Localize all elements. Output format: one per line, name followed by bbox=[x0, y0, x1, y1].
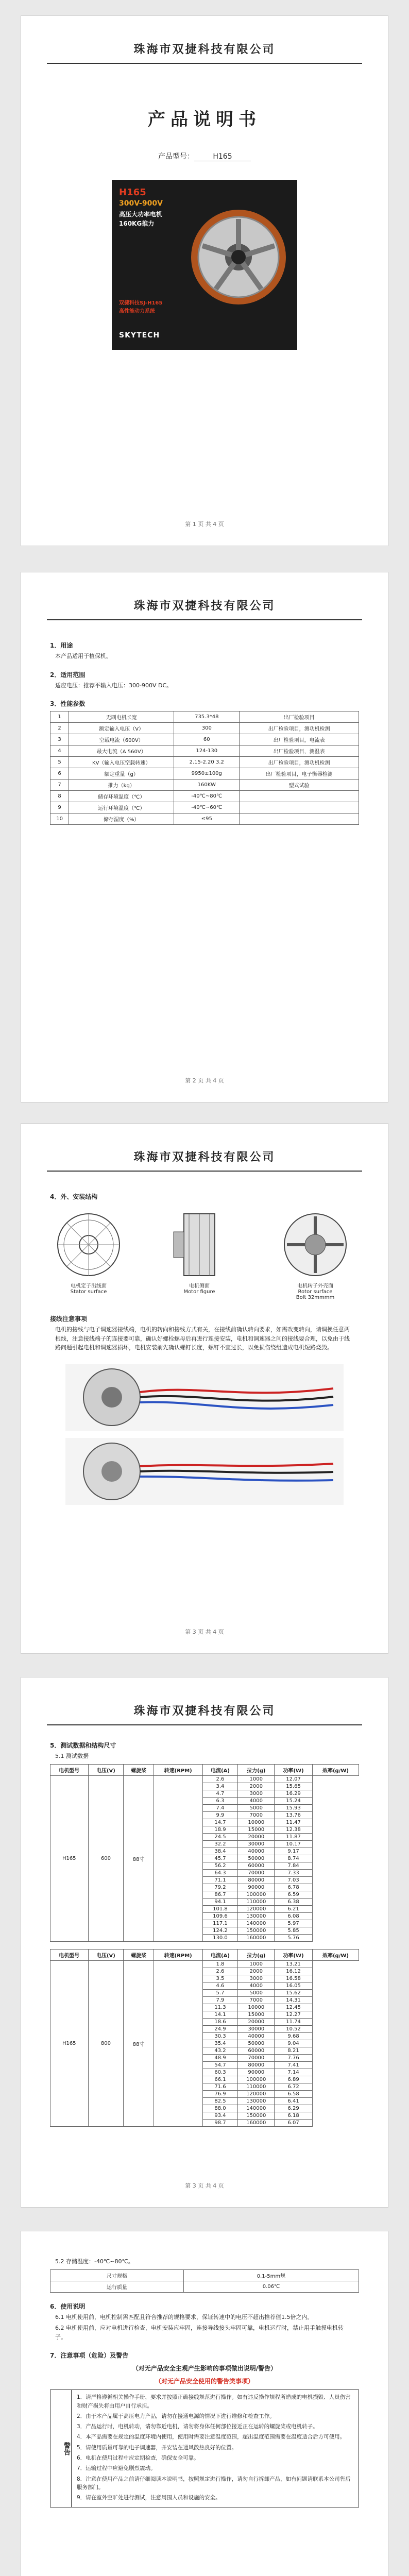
table-cell: 6.78 bbox=[275, 1884, 313, 1891]
table-cell: 50000 bbox=[238, 2040, 275, 2047]
product-system-line: 高性能动力系统 bbox=[119, 309, 155, 314]
table-cell: 60 bbox=[174, 734, 240, 745]
section-title: 7．注意事项（危险）及警告 bbox=[50, 2352, 129, 2360]
section-text: 6.1 电机使用前，电机控制需匹配且符合推荐的规格要求，保证转速中的电压不超出推荐值1.5倍之内。 bbox=[55, 2313, 313, 2320]
table-cell: 18.6 bbox=[202, 2018, 238, 2025]
table-cell: 109.6 bbox=[202, 1912, 238, 1920]
table-cell: 10 bbox=[50, 814, 69, 825]
table-cell: 64.3 bbox=[202, 1869, 238, 1876]
table-cell: 5.7 bbox=[202, 1989, 238, 1996]
table-cell: 1.8 bbox=[202, 1960, 238, 1968]
table-cell: 7.84 bbox=[275, 1862, 313, 1869]
warning-item: 9．请在室外空旷处进行测试，注意周围人员和设施的安全。 bbox=[77, 2495, 221, 2501]
column-header: 效率(g/W) bbox=[312, 1949, 359, 1960]
warning-subtitle: （对无产品安全使用的警告类事项） bbox=[155, 2378, 254, 2385]
section-title: 接线注意事项 bbox=[50, 1315, 88, 1323]
table-cell: 4000 bbox=[238, 1982, 275, 1989]
table-cell: 14.7 bbox=[202, 1819, 238, 1826]
table-cell: 9.9 bbox=[202, 1811, 238, 1819]
model-label: 产品型号： bbox=[158, 152, 194, 161]
caption-cn: 电机定子出线面 bbox=[71, 1283, 107, 1289]
table-cell: 54.7 bbox=[202, 2061, 238, 2069]
table-cell: 71.1 bbox=[202, 1876, 238, 1884]
document-title: 产品说明书 bbox=[148, 109, 261, 130]
merged-cell: 600 bbox=[88, 1775, 124, 1941]
page-footer: 第 3 页 共 4 页 bbox=[185, 1629, 224, 1635]
column-header: 转速(RPM) bbox=[154, 1764, 202, 1775]
table-cell: 5 bbox=[50, 757, 69, 768]
table-cell: 储存湿度（%） bbox=[69, 814, 174, 825]
table-cell: 4 bbox=[50, 745, 69, 757]
table-cell bbox=[240, 791, 359, 802]
merged-cell: 800 bbox=[88, 1960, 124, 2126]
table-cell: 32.2 bbox=[202, 1840, 238, 1848]
table-cell: 7.76 bbox=[275, 2054, 313, 2061]
column-header: 电压(V) bbox=[88, 1949, 124, 1960]
table-header-row bbox=[50, 1764, 359, 1775]
table-cell: 8.74 bbox=[275, 1855, 313, 1862]
table-row bbox=[50, 814, 359, 825]
table-header-row bbox=[50, 1949, 359, 1960]
table-cell: 4.6 bbox=[202, 1982, 238, 1989]
table-cell: 38.4 bbox=[202, 1848, 238, 1855]
table-cell: ≤95 bbox=[174, 814, 240, 825]
warning-item: 7．运输过程中应避免剧烈震动。 bbox=[77, 2465, 156, 2472]
merged-cell: 88寸 bbox=[124, 1775, 154, 1941]
table-cell: 8.21 bbox=[275, 2047, 313, 2054]
table-cell: 3 bbox=[50, 734, 69, 745]
product-voltage: 300V-900V bbox=[119, 199, 163, 208]
table-cell: 16.05 bbox=[275, 1982, 313, 1989]
page-5 bbox=[21, 2231, 388, 2576]
caption-cn: 电机侧面 bbox=[189, 1283, 210, 1289]
table-cell: 10.52 bbox=[275, 2025, 313, 2032]
caption-stator bbox=[50, 1281, 127, 1295]
table-row bbox=[50, 779, 359, 791]
table-cell: 82.5 bbox=[202, 2097, 238, 2105]
warning-item: 4．本产品需要在规定的温度环境内使用，使用时需要注意温度范围，超出温度范围需要在温度适合后方可使用。 bbox=[77, 2434, 346, 2441]
table-cell: 15.93 bbox=[275, 1804, 313, 1811]
table-row bbox=[50, 791, 359, 802]
table-cell: 76.9 bbox=[202, 2090, 238, 2097]
warning-title: （对无产品安全主观产生影响的事项做出说明/警告） bbox=[132, 2365, 277, 2372]
side-drawing bbox=[168, 1211, 230, 1278]
table-cell: 9 bbox=[50, 802, 69, 814]
section-title: 2．适用范围 bbox=[50, 671, 86, 679]
table-cell: 16.29 bbox=[275, 1790, 313, 1797]
column-header: 拉力(g) bbox=[238, 1764, 275, 1775]
table-cell: 12.27 bbox=[275, 2011, 313, 2018]
table-cell: 30000 bbox=[238, 2025, 275, 2032]
table-cell: 124-130 bbox=[174, 745, 240, 757]
table-cell: 2 bbox=[50, 723, 69, 734]
column-header: 电压(V) bbox=[88, 1764, 124, 1775]
table-cell: 5000 bbox=[238, 1804, 275, 1811]
column-header: 功率(W) bbox=[275, 1949, 313, 1960]
column-header: 电流(A) bbox=[202, 1764, 238, 1775]
table-row bbox=[50, 734, 359, 745]
warning-item: 5．请使用质量可靠的电子调速器，并安装在通风散热良好的位置。 bbox=[77, 2444, 237, 2451]
table-cell: 8 bbox=[50, 791, 69, 802]
table-cell: 10000 bbox=[238, 2004, 275, 2011]
table-cell: 110000 bbox=[238, 2083, 275, 2090]
table-cell: 12.38 bbox=[275, 1826, 313, 1833]
table-cell: 出厂检验项目，电子衡器检测 bbox=[240, 768, 359, 779]
table-cell: 16.58 bbox=[275, 1975, 313, 1982]
table-cell: 6.58 bbox=[275, 2090, 313, 2097]
table-cell: 空载电流（600V） bbox=[69, 734, 174, 745]
company-header: 珠海市双捷科技有限公司 bbox=[47, 41, 362, 64]
table-cell: 88.0 bbox=[202, 2105, 238, 2112]
table-cell: 13.76 bbox=[275, 1811, 313, 1819]
table-cell: 14.1 bbox=[202, 2011, 238, 2018]
table-cell: 56.2 bbox=[202, 1862, 238, 1869]
table-cell: 2000 bbox=[238, 1968, 275, 1975]
column-header: 电机型号 bbox=[50, 1949, 89, 1960]
page-4 bbox=[21, 1677, 388, 2208]
product-model: H165 bbox=[119, 187, 146, 198]
table-cell: 9.17 bbox=[275, 1848, 313, 1855]
table-cell: 30000 bbox=[238, 1840, 275, 1848]
table-cell: 2.6 bbox=[202, 1775, 238, 1783]
storage-text: 5.2 存储温度：-40℃~80℃。 bbox=[55, 2258, 134, 2265]
table-cell: 10.17 bbox=[275, 1840, 313, 1848]
section-title: 5．测试数据和结构尺寸 bbox=[50, 1742, 116, 1749]
table-cell: 20000 bbox=[238, 2018, 275, 2025]
column-header: 功率(W) bbox=[275, 1764, 313, 1775]
table-cell: 9950±100g bbox=[174, 768, 240, 779]
table-cell: 16.12 bbox=[275, 1968, 313, 1975]
wiring-photo-2 bbox=[65, 1438, 344, 1505]
table-cell: 出厂检验项目，测功机检测 bbox=[240, 723, 359, 734]
table-cell: -40℃~60℃ bbox=[174, 802, 240, 814]
table-cell: 7.9 bbox=[202, 1996, 238, 2004]
table-cell: 15000 bbox=[238, 1826, 275, 1833]
table-cell: 101.8 bbox=[202, 1905, 238, 1912]
table-cell: 117.1 bbox=[202, 1920, 238, 1927]
table-cell: 3.5 bbox=[202, 1975, 238, 1982]
table-cell: 71.6 bbox=[202, 2083, 238, 2090]
table-row bbox=[50, 802, 359, 814]
warning-item: 3．产品运行时，电机转动，请勿靠近电机，请勿将身体任何部位接近正在运转的螺旋桨或电机转子。 bbox=[77, 2424, 318, 2430]
model-line bbox=[21, 151, 388, 161]
table-cell: 3.4 bbox=[202, 1783, 238, 1790]
section-title: 3．性能参数 bbox=[50, 700, 86, 708]
table-cell: 1000 bbox=[238, 1960, 275, 1968]
section-text: 本产品适用于植保机。 bbox=[55, 653, 112, 659]
table-cell: 120000 bbox=[238, 2090, 275, 2097]
table-cell: 18.9 bbox=[202, 1826, 238, 1833]
subsection-title: 5.1 测试数据 bbox=[55, 1753, 89, 1759]
company-header: 珠海市双捷科技有限公司 bbox=[47, 1148, 362, 1172]
table-cell: 7.33 bbox=[275, 1869, 313, 1876]
table-cell: 15.24 bbox=[275, 1797, 313, 1804]
caption-en: Stator surface bbox=[70, 1289, 107, 1295]
table-cell: 4.7 bbox=[202, 1790, 238, 1797]
table-cell: 出厂检验项目，电流表 bbox=[240, 734, 359, 745]
table-cell: 9.04 bbox=[275, 2040, 313, 2047]
table-cell: 93.4 bbox=[202, 2112, 238, 2119]
company-header: 珠海市双捷科技有限公司 bbox=[47, 597, 362, 620]
column-header: 转速(RPM) bbox=[154, 1949, 202, 1960]
table-cell: 70000 bbox=[238, 2054, 275, 2061]
table-cell: 15.65 bbox=[275, 1783, 313, 1790]
wiring-text: 电机的接线与电子调速器接线端，电机的转向和接线方式有关，在接线前确认转向要求，如需改变转向，请调换任意两根线，注意接线端子的连接要可靠，确认好螺栓螺母后再进行连接安装，电机和调速器之间的接线要合理，以免由于线路问题引起电机和调速器损坏，电机安装前先确认螺钉长度，螺钉不宜过长，以免损伤绕组造成电机短路烧毁。 bbox=[55, 1326, 350, 1351]
table-cell: 130.0 bbox=[202, 1934, 238, 1941]
table-cell: 98.7 bbox=[202, 2119, 238, 2126]
test-data-table bbox=[50, 1764, 359, 1942]
table-cell: 11.87 bbox=[275, 1833, 313, 1840]
spec-cell: 运行质量 bbox=[50, 2281, 184, 2292]
warning-item: 1．请严格遵循相关操作手册，要求并按照正确接线规范进行操作。如有违反操作规程所造成的电机损毁、人员伤害和财产损失将由用户自行承担。 bbox=[77, 2394, 351, 2409]
table-cell: 43.2 bbox=[202, 2047, 238, 2054]
rotor-drawing bbox=[282, 1211, 349, 1278]
section-text: 6.2 电机使用前，应对电机进行检查，电机安装应牢固，连接导线接头牢固可靠，电机运行时，禁止用手触摸电机转子。 bbox=[55, 2325, 344, 2341]
caption-rotor bbox=[277, 1281, 354, 1300]
wiring-photo-1 bbox=[65, 1364, 344, 1431]
table-cell: 额定重量（g） bbox=[69, 768, 174, 779]
caption-en: Motor figure bbox=[183, 1289, 215, 1295]
table-cell: 6.89 bbox=[275, 2076, 313, 2083]
warning-item: 6．电机在使用过程中应定期检查，确保安全可靠。 bbox=[77, 2454, 199, 2461]
table-cell: 6.59 bbox=[275, 1891, 313, 1898]
table-cell: 出厂检验项目 bbox=[240, 711, 359, 723]
table-cell: 60.3 bbox=[202, 2069, 238, 2076]
table-cell: 3000 bbox=[238, 1975, 275, 1982]
table-cell: 160KW bbox=[174, 779, 240, 791]
column-header: 效率(g/W) bbox=[312, 1764, 359, 1775]
table-cell: 40000 bbox=[238, 1848, 275, 1855]
table-row bbox=[50, 768, 359, 779]
table-row bbox=[50, 1960, 359, 1968]
table-cell: 735.3*48 bbox=[174, 711, 240, 723]
table-cell: 80000 bbox=[238, 1876, 275, 1884]
table-cell: 50000 bbox=[238, 1855, 275, 1862]
page-footer: 第 3 页 共 4 页 bbox=[185, 2182, 224, 2189]
table-cell: 6 bbox=[50, 768, 69, 779]
table-cell: 6.18 bbox=[275, 2112, 313, 2119]
stator-drawing bbox=[55, 1211, 122, 1278]
section-title: 4．外、安装结构 bbox=[50, 1193, 98, 1200]
table-cell: 66.1 bbox=[202, 2076, 238, 2083]
warning-list bbox=[72, 2390, 359, 2507]
page-footer: 第 1 页 共 4 页 bbox=[185, 521, 224, 528]
table-cell: 6.08 bbox=[275, 1912, 313, 1920]
table-cell: 7.03 bbox=[275, 1876, 313, 1884]
table-cell: 140000 bbox=[238, 2105, 275, 2112]
table-cell: 70000 bbox=[238, 1869, 275, 1876]
table-cell: 20000 bbox=[238, 1833, 275, 1840]
table-cell: 150000 bbox=[238, 1927, 275, 1934]
table-cell: 运行环境温度（℃） bbox=[69, 802, 174, 814]
table-cell: 10000 bbox=[238, 1819, 275, 1826]
warning-item: 2．由于本产品属于高压电力产品，请勿在接通电源的情况下进行维修和检查工作。 bbox=[77, 2413, 275, 2419]
table-cell: 86.7 bbox=[202, 1891, 238, 1898]
table-cell: 7000 bbox=[238, 1996, 275, 2004]
table-cell: 90000 bbox=[238, 1884, 275, 1891]
warning-box bbox=[50, 2389, 359, 2507]
table-cell: 5000 bbox=[238, 1989, 275, 1996]
table-cell: 79.2 bbox=[202, 1884, 238, 1891]
product-desc: 高压大功率电机 bbox=[119, 211, 163, 218]
model-value: H165 bbox=[194, 152, 251, 161]
table-cell: 11.47 bbox=[275, 1819, 313, 1826]
merged-cell: H165 bbox=[50, 1775, 89, 1941]
page-footer: 第 2 页 共 4 页 bbox=[185, 1077, 224, 1084]
table-cell bbox=[240, 814, 359, 825]
column-header: 电机型号 bbox=[50, 1764, 89, 1775]
merged-cell: 88寸 bbox=[124, 1960, 154, 2126]
table-cell: 120000 bbox=[238, 1905, 275, 1912]
table-cell: 7.4 bbox=[202, 1804, 238, 1811]
table-cell: 110000 bbox=[238, 1898, 275, 1905]
table-cell: 出厂检验项目，测功机检测 bbox=[240, 757, 359, 768]
table-cell: 6.3 bbox=[202, 1797, 238, 1804]
table-cell: 推力（kg） bbox=[69, 779, 174, 791]
table-cell: 2.15-2.20 3.2 bbox=[174, 757, 240, 768]
table-cell: 最大电流（A 560V） bbox=[69, 745, 174, 757]
table-cell: 7000 bbox=[238, 1811, 275, 1819]
table-cell: 2000 bbox=[238, 1783, 275, 1790]
table-cell: 9.68 bbox=[275, 2032, 313, 2040]
column-header: 拉力(g) bbox=[238, 1949, 275, 1960]
table-cell: 6.41 bbox=[275, 2097, 313, 2105]
drawings-row bbox=[50, 1211, 359, 1299]
caption-side bbox=[161, 1281, 238, 1295]
table-cell: 140000 bbox=[238, 1920, 275, 1927]
product-image bbox=[112, 180, 297, 350]
table-cell: 60000 bbox=[238, 1862, 275, 1869]
table-cell: KV（输入电压空载转速） bbox=[69, 757, 174, 768]
table-cell: 150000 bbox=[238, 2112, 275, 2119]
table-cell: 48.9 bbox=[202, 2054, 238, 2061]
product-thrust: 160KG推力 bbox=[119, 220, 155, 227]
table-cell: 7.14 bbox=[275, 2069, 313, 2076]
page-2 bbox=[21, 572, 388, 1103]
spec-cell: 0.1-5mm规 bbox=[183, 2269, 359, 2281]
table-cell: 300 bbox=[174, 723, 240, 734]
page-3 bbox=[21, 1123, 388, 1654]
warning-item: 8．注意在使用产品之前请仔细阅读本说明书，按照规定进行操作，请勿自行拆卸产品，如有问题请联系本公司售后服务部门。 bbox=[77, 2476, 351, 2490]
section-title: 1．用途 bbox=[50, 642, 73, 649]
column-header: 螺旋桨 bbox=[124, 1764, 154, 1775]
spec-cell: 0.06℃ bbox=[183, 2281, 359, 2292]
company-header: 珠海市双捷科技有限公司 bbox=[47, 1702, 362, 1725]
table-cell: 出厂检验项目，测温表 bbox=[240, 745, 359, 757]
table-cell: 1000 bbox=[238, 1775, 275, 1783]
merged-cell: H165 bbox=[50, 1960, 89, 2126]
table-cell: 2.6 bbox=[202, 1968, 238, 1975]
table-cell: 124.2 bbox=[202, 1927, 238, 1934]
caption-cn: 电机转子外壳面 bbox=[297, 1283, 333, 1289]
table-cell: 30.3 bbox=[202, 2032, 238, 2040]
table-cell: 40000 bbox=[238, 2032, 275, 2040]
table-cell: 6.21 bbox=[275, 1905, 313, 1912]
table-row bbox=[50, 723, 359, 734]
table-cell: 60000 bbox=[238, 2047, 275, 2054]
table-cell bbox=[240, 802, 359, 814]
caption-en: Rotor surface bbox=[298, 1289, 333, 1295]
table-row bbox=[50, 757, 359, 768]
table-cell: 6.29 bbox=[275, 2105, 313, 2112]
table-cell: 130000 bbox=[238, 2097, 275, 2105]
table-row bbox=[50, 1775, 359, 1783]
table-cell: 3000 bbox=[238, 1790, 275, 1797]
page-1 bbox=[21, 15, 388, 546]
table-cell: 13.21 bbox=[275, 1960, 313, 1968]
table-cell: 额定输入电压（V） bbox=[69, 723, 174, 734]
product-brand-line: 双捷科技SJ-H165 bbox=[119, 300, 163, 306]
merged-cell bbox=[154, 1775, 202, 1941]
brand-logo: SKYTECH bbox=[119, 331, 160, 340]
column-header: 电流(A) bbox=[202, 1949, 238, 1960]
section-text: 适应电压：推荐平输入电压：300-900V DC。 bbox=[55, 682, 173, 689]
table-cell: 12.07 bbox=[275, 1775, 313, 1783]
table-cell: 45.7 bbox=[202, 1855, 238, 1862]
table-cell: 1 bbox=[50, 711, 69, 723]
section-title: 6．使用说明 bbox=[50, 2302, 86, 2310]
table-cell: 5.76 bbox=[275, 1934, 313, 1941]
table-cell: 15000 bbox=[238, 2011, 275, 2018]
table-cell: 94.1 bbox=[202, 1898, 238, 1905]
table-cell: 7.41 bbox=[275, 2061, 313, 2069]
table-row bbox=[50, 745, 359, 757]
table-cell: 6.72 bbox=[275, 2083, 313, 2090]
table-cell: 80000 bbox=[238, 2061, 275, 2069]
table-cell: 160000 bbox=[238, 1934, 275, 1941]
table-cell: 5.97 bbox=[275, 1920, 313, 1927]
table-cell: 型式试验 bbox=[240, 779, 359, 791]
table-cell: -40℃~80℃ bbox=[174, 791, 240, 802]
table-cell: 35.4 bbox=[202, 2040, 238, 2047]
table-cell: 5.85 bbox=[275, 1927, 313, 1934]
table-cell: 6.07 bbox=[275, 2119, 313, 2126]
column-header: 螺旋桨 bbox=[124, 1949, 154, 1960]
table-cell: 11.3 bbox=[202, 2004, 238, 2011]
performance-table bbox=[50, 711, 359, 825]
test-data-table bbox=[50, 1949, 359, 2127]
table-cell: 无刷电机长宽 bbox=[69, 711, 174, 723]
table-cell: 100000 bbox=[238, 1891, 275, 1898]
table-cell: 7 bbox=[50, 779, 69, 791]
table-cell: 4000 bbox=[238, 1797, 275, 1804]
table-cell: 12.45 bbox=[275, 2004, 313, 2011]
table-cell: 15.62 bbox=[275, 1989, 313, 1996]
motor-illustration bbox=[187, 206, 290, 309]
table-cell: 24.5 bbox=[202, 1833, 238, 1840]
spec-table bbox=[50, 2269, 359, 2293]
table-cell: 6.38 bbox=[275, 1898, 313, 1905]
spec-cell: 尺寸规格 bbox=[50, 2269, 184, 2281]
table-cell: 160000 bbox=[238, 2119, 275, 2126]
warning-label: 警告 bbox=[50, 2390, 72, 2507]
table-cell: 100000 bbox=[238, 2076, 275, 2083]
table-cell: 90000 bbox=[238, 2069, 275, 2076]
table-cell: 11.74 bbox=[275, 2018, 313, 2025]
table-cell: 24.9 bbox=[202, 2025, 238, 2032]
caption-en2: Bolt 32mmmm bbox=[296, 1295, 335, 1300]
table-cell: 14.31 bbox=[275, 1996, 313, 2004]
table-cell: 储存环境温度（℃） bbox=[69, 791, 174, 802]
merged-cell bbox=[154, 1960, 202, 2126]
table-cell: 130000 bbox=[238, 1912, 275, 1920]
table-row bbox=[50, 711, 359, 723]
